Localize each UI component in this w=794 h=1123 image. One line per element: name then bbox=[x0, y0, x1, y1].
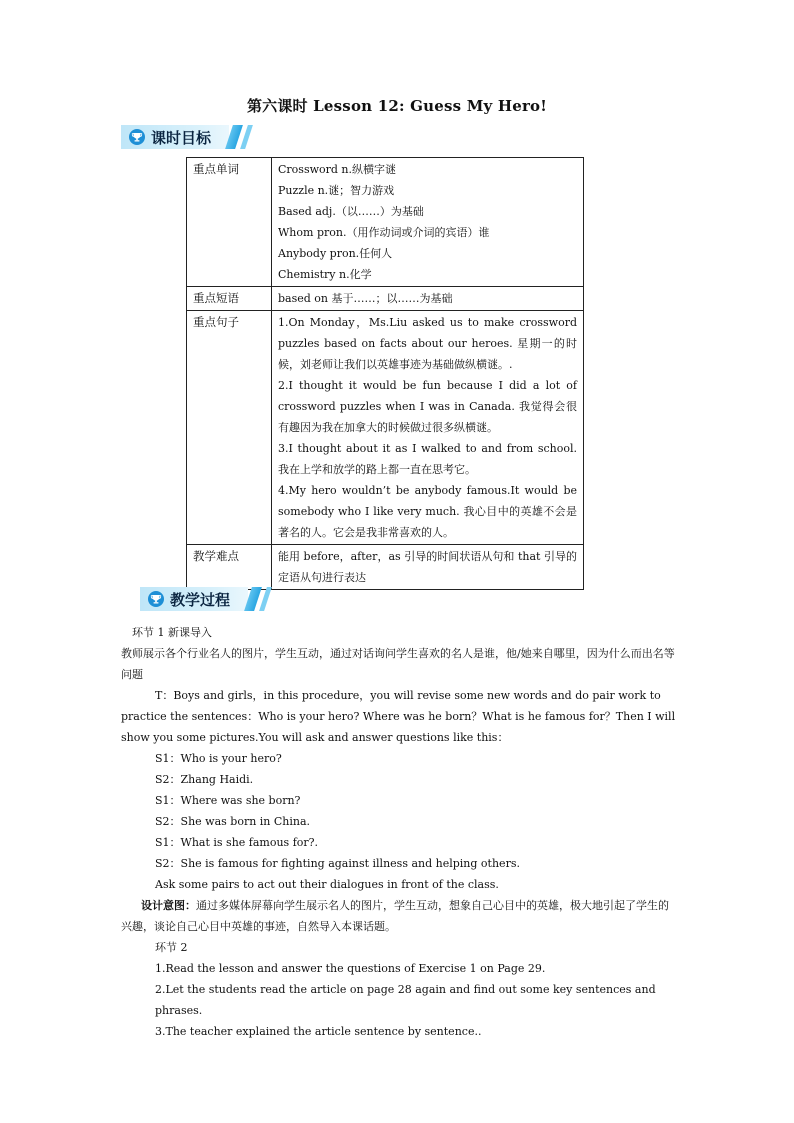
step2-item: 1.Read the lesson and answer the questions of Exercise 1 on Page 29. bbox=[155, 962, 546, 975]
goals-table bbox=[186, 157, 584, 590]
vocab-line: Based adj.（以……）为基础 bbox=[278, 205, 424, 218]
step2-item: 2.Let the students read the article on page 28 again and find out some key sentences and phrases. bbox=[155, 983, 656, 1017]
trophy-icon bbox=[148, 591, 164, 607]
design-intent-label: 设计意图： bbox=[141, 899, 196, 912]
phrase-line: based on 基于……；以……为基础 bbox=[278, 292, 453, 305]
step2-title: 环节 2 bbox=[155, 941, 188, 954]
vocab-line: Whom pron.（用作动词或介词的宾语）谁 bbox=[278, 226, 490, 239]
design-intent-text: 通过多媒体屏幕向学生展示名人的图片，学生互动，想象自己心目中的英雄，极大地引起了学生的兴趣，谈论自己心目中英雄的事迹，自然导入本课话题。 bbox=[121, 899, 669, 933]
step2-item: 3.The teacher explained the article sentence by sentence.. bbox=[155, 1025, 482, 1038]
step1-title: 环节 1 新课导入 bbox=[132, 626, 212, 639]
difficulty-line: 能用 before，after，as 引导的时间状语从句和 that 引导的定语从句进行表达 bbox=[278, 550, 577, 584]
process-body bbox=[121, 622, 677, 1042]
vocab-line: Anybody pron.任何人 bbox=[278, 247, 393, 260]
sentence-line: 4.My hero wouldn’t be anybody famous.It would be somebody who I like very much. 我心目中的英雄不会是著名的人。它会是我非常喜欢的人。 bbox=[278, 484, 577, 539]
row-label: 重点短语 bbox=[187, 287, 272, 311]
goals-banner-bar bbox=[121, 125, 229, 149]
table-row bbox=[187, 158, 584, 287]
vocab-line: Puzzle n.谜；智力游戏 bbox=[278, 184, 395, 197]
dialogue-line: S1：What is she famous for?. bbox=[155, 836, 319, 849]
row-label: 重点句子 bbox=[187, 311, 272, 545]
goals-section-banner bbox=[121, 125, 229, 149]
sentence-line: 3.I thought about it as I walked to and from school. 我在上学和放学的路上都一直在思考它。 bbox=[278, 442, 577, 476]
page-title: 第六课时 Lesson 12: Guess My Hero! bbox=[246, 97, 548, 115]
goals-heading: 课时目标 bbox=[151, 128, 212, 147]
table-row bbox=[187, 311, 584, 545]
trophy-icon bbox=[129, 129, 145, 145]
sentence-line: 1.On Monday，Ms.Liu asked us to make crossword puzzles based on facts about our heroes. 星期一的时候，刘老师让我们以英雄事迹为基础做纵横谜。. bbox=[278, 316, 577, 371]
dialogue-line: S2：She is famous for fighting against illness and helping others. bbox=[155, 857, 520, 870]
row-label: 重点单词 bbox=[187, 158, 272, 287]
vocab-line: Chemistry n.化学 bbox=[278, 268, 372, 281]
table-row bbox=[187, 287, 584, 311]
step1-description: 教师展示各个行业名人的图片，学生互动，通过对话询问学生喜欢的名人是谁，他/她来自哪里，因为什么而出名等问题 bbox=[121, 647, 675, 681]
vocab-line: Crossword n.纵横字谜 bbox=[278, 163, 397, 176]
row-label: 教学难点 bbox=[187, 545, 272, 590]
sentence-line: 2.I thought it would be fun because I did a lot of crossword puzzles when I was in Canada. 我觉得会很有趣因为我在加拿大的时候做过很多纵横谜。 bbox=[278, 379, 577, 434]
teacher-line: T：Boys and girls，in this procedure，you will revise some new words and do pair work to practice the sentences：Who is your hero? Where was he born？What is he famous for？Then I will show you some pictures.You will ask and answer questions like this： bbox=[121, 689, 676, 744]
pairs-line: Ask some pairs to act out their dialogues in front of the class. bbox=[155, 878, 499, 891]
process-section-banner bbox=[140, 587, 248, 611]
dialogue-line: S2：She was born in China. bbox=[155, 815, 311, 828]
process-banner-bar bbox=[140, 587, 248, 611]
dialogue-line: S2：Zhang Haidi. bbox=[155, 773, 254, 786]
design-intent bbox=[121, 895, 677, 937]
dialogue-line: S1：Who is your hero? bbox=[155, 752, 282, 765]
row-content bbox=[272, 158, 584, 287]
dialogue-line: S1：Where was she born? bbox=[155, 794, 301, 807]
row-content bbox=[272, 287, 584, 311]
table-row bbox=[187, 545, 584, 590]
row-content bbox=[272, 545, 584, 590]
process-heading: 教学过程 bbox=[170, 590, 231, 609]
row-content bbox=[272, 311, 584, 545]
